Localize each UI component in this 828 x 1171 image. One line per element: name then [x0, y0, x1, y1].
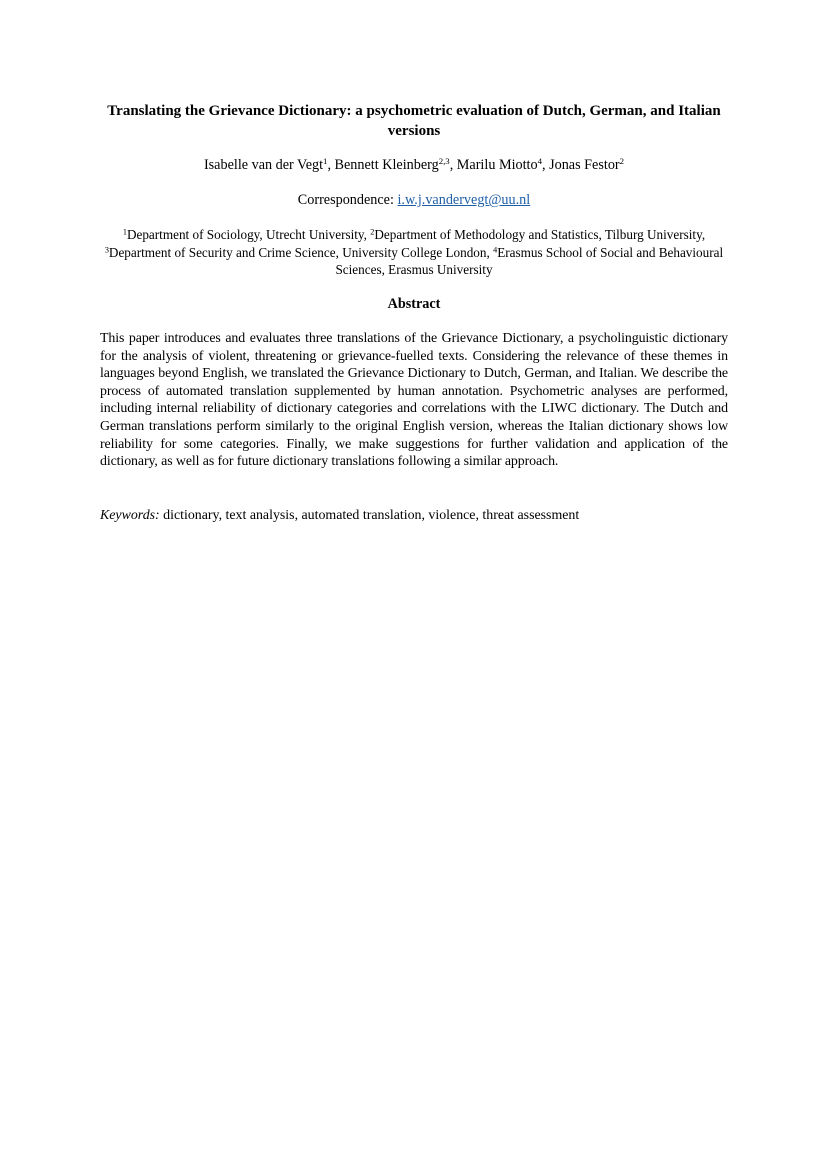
affiliations: [100, 226, 728, 279]
correspondence-label: Correspondence:: [297, 192, 398, 208]
affiliation-mark: 2: [370, 227, 375, 237]
author-name: Bennett Kleinberg: [334, 157, 439, 173]
author-separator: ,: [542, 157, 550, 173]
affiliation-text: Erasmus School of Social and Behavioural Sciences, Erasmus University: [335, 244, 724, 277]
keywords-text: dictionary, text analysis, automated translation, violence, threat assessment: [159, 508, 580, 523]
author-affiliation-mark: 4: [537, 156, 542, 167]
affiliation-text: Department of Sociology, Utrecht University,: [126, 227, 371, 242]
keywords-line: [100, 507, 728, 525]
affiliation-mark: 1: [122, 227, 127, 237]
affiliation-mark: 3: [104, 245, 109, 254]
author-name: Jonas Festor: [549, 157, 620, 173]
keywords-label: Keywords:: [100, 508, 160, 523]
author-affiliation-mark: 1: [323, 156, 328, 167]
paper-title: Translating the Grievance Dictionary: a psychometric evaluation of Dutch, German, and Italian versions: [107, 103, 721, 139]
author-affiliation-mark: 2: [619, 156, 625, 167]
author-name: Marilu Miotto: [456, 157, 538, 173]
author-affiliation-mark: 2,3: [438, 156, 450, 167]
author-list: [100, 156, 728, 174]
author-separator: ,: [327, 157, 335, 173]
affiliation-text: Department of Security and Crime Science, University College London,: [108, 244, 494, 260]
correspondence-email-link[interactable]: i.w.j.vandervegt@uu.nl: [397, 192, 531, 208]
author-name: Isabelle van der Vegt: [203, 157, 324, 173]
abstract-text: This paper introduces and evaluates three translations of the Grievance Dictionary, a psycholinguistic dictionary for the analysis of violent, threatening or grievance-fuelled texts. Considering the relevance of these themes in languages beyond English, we translated the Grievance Dictionary to Dutch, German, and Italian. We describe the process of automated translation supplemented by human annotation. Psychometric analyses are performed, including internal reliability of dictionary categories and correlations with the LIWC dictionary. The Dutch and German translations perform similarly to the original English version, whereas the Italian dictionary shows low reliability for some categories. Finally, we make suggestions for further validation and application of the dictionary, as well as for future dictionary translations following a similar approach.: [100, 331, 728, 470]
abstract-heading: Abstract: [387, 296, 441, 312]
affiliation-text: Department of Methodology and Statistics, Tilburg University,: [374, 227, 706, 242]
correspondence-line: [100, 191, 728, 209]
author-separator: ,: [449, 157, 457, 173]
affiliation-mark: 4: [493, 245, 498, 254]
